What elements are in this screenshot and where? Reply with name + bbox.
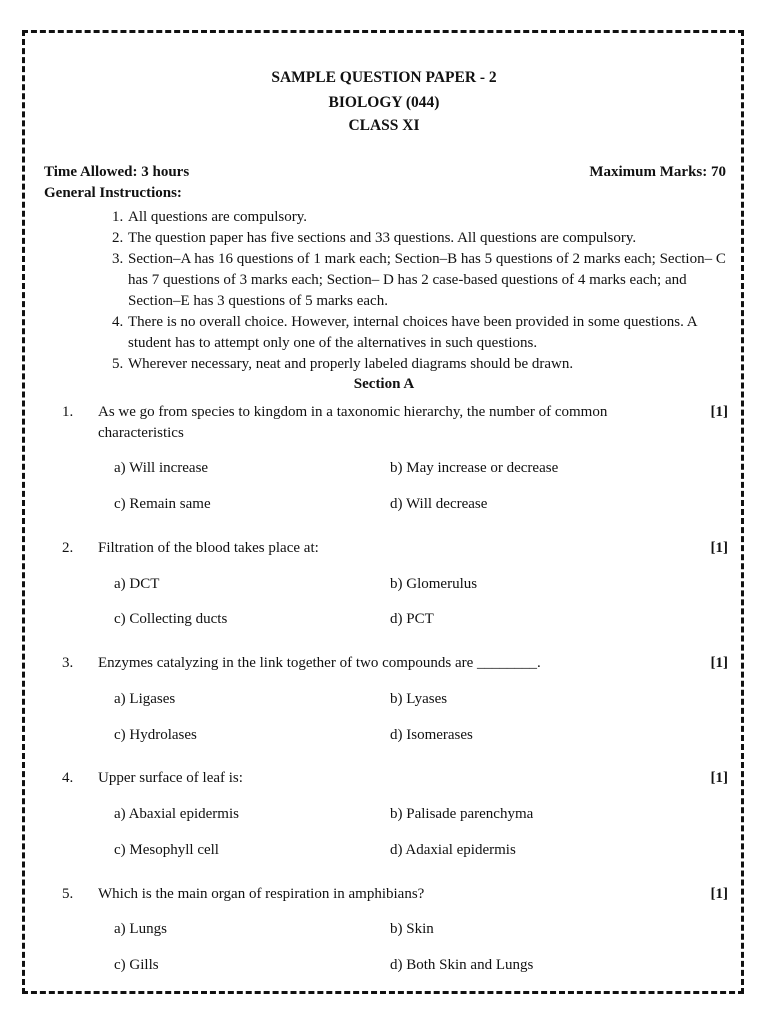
option-4d: d) Adaxial epidermis [390,842,516,858]
option-5c: c) Gills [114,957,159,973]
option-3d: d) Isomerases [390,727,473,743]
class-title: CLASS XI [348,117,420,134]
maximum-marks: Maximum Marks: 70 [589,164,726,180]
option-2c: c) Collecting ducts [114,611,228,627]
option-3c: c) Hydrolases [114,727,197,743]
option-2a: a) DCT [114,576,160,592]
instruction-item: 1. All questions are compulsory. [112,209,307,225]
instruction-item: 4. There is no overall choice. However, internal choices have been provided in some questions. A student has to attempt only one of the alternatives in such questions. [112,314,697,351]
instruction-item: 3. Section–A has 16 questions of 1 mark each; Section–B has 5 questions of 2 marks each; Section– C has 7 questions of 3 marks each; Section– D has 2 case-based questions of 4 marks each; and Section–E has 3 questions of 5 marks each. [112,251,726,309]
option-4a: a) Abaxial epidermis [114,806,239,822]
instruction-item: 5. Wherever necessary, neat and properly labeled diagrams should be drawn. [112,356,574,372]
option-1d: d) Will decrease [390,496,488,512]
subject-title: BIOLOGY (044) [328,94,440,111]
option-5d: d) Both Skin and Lungs [390,957,534,973]
time-allowed: Time Allowed: 3 hours [44,164,190,180]
option-2d: d) PCT [390,611,434,627]
option-5a: a) Lungs [114,921,167,937]
option-2b: b) Glomerulus [390,576,478,592]
option-3b: b) Lyases [390,691,448,707]
instructions-list [112,207,732,375]
option-1b: b) May increase or decrease [390,460,559,476]
section-a-heading: Section A [353,376,415,392]
option-5b: b) Skin [390,921,434,937]
option-1c: c) Remain same [114,496,211,512]
option-4b: b) Palisade parenchyma [390,806,534,822]
option-1a: a) Will increase [114,460,209,476]
option-3a: a) Ligases [114,691,176,707]
option-4c: c) Mesophyll cell [114,842,219,858]
instruction-item: 2. The question paper has five sections and 33 questions. All questions are compulsory. [112,230,637,246]
paper-title: SAMPLE QUESTION PAPER - 2 [271,69,497,86]
general-instructions-heading: General Instructions: [44,185,182,201]
